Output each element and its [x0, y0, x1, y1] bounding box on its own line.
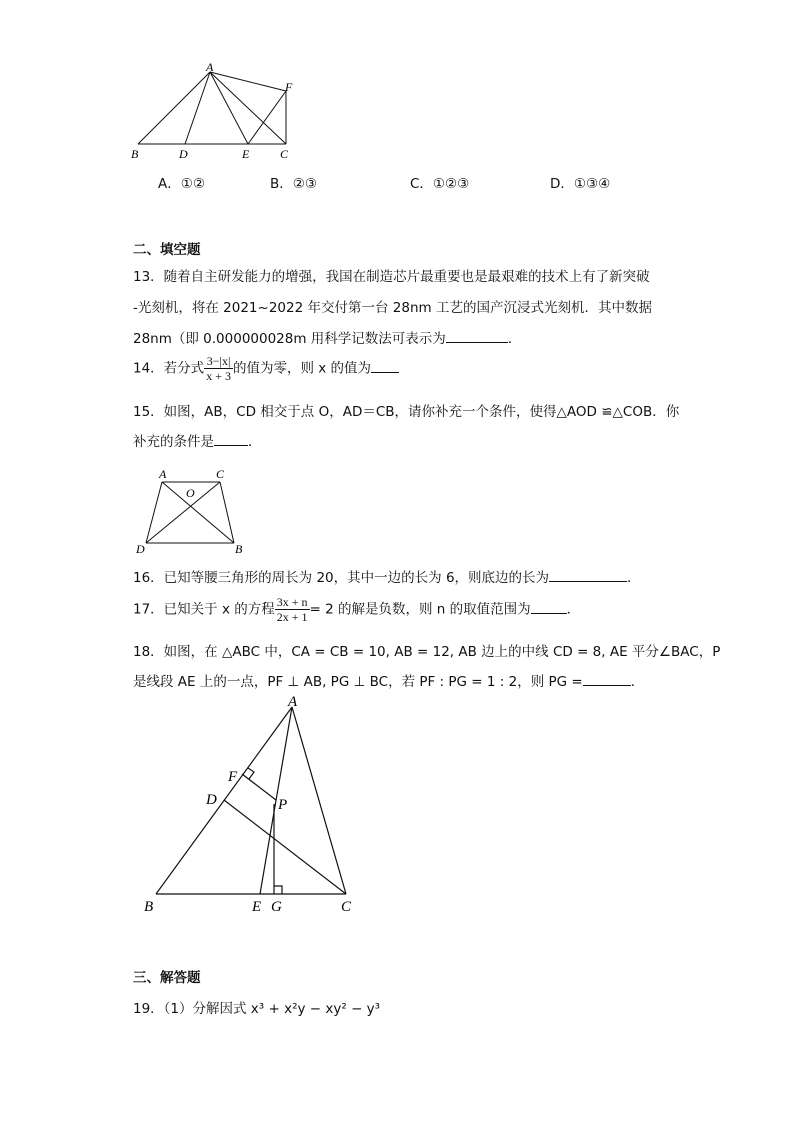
label-B: B	[144, 899, 154, 915]
figure-q15	[132, 464, 252, 556]
answer-blank[interactable]	[214, 431, 248, 446]
q12-option-c: C．①②③	[410, 176, 470, 192]
label-D: D	[136, 542, 145, 556]
label-P: P	[278, 797, 288, 813]
label-C: C	[341, 899, 352, 915]
section-title-answer: 三、解答题	[133, 970, 201, 986]
q16: 16．已知等腰三角形的周长为 20，其中一边的长为 6，则底边的长为 ．	[133, 566, 641, 586]
q13-line1: 13．随着自主研发能力的增强，我国在制造芯片最重要也是最艰难的技术上有了新突破	[133, 269, 650, 285]
label-F: F	[285, 80, 293, 94]
q15-line2: 补充的条件是 ．	[133, 430, 262, 450]
label-O: O	[186, 486, 195, 500]
q17-fraction: $\frac{3x + n}{2x + 1}$	[276, 595, 308, 624]
q14-fraction: $\frac{3-|x|}{x + 3}$	[206, 354, 231, 383]
q18-line1: 18．如图，在 △ABC 中，CA = CB = 10, AB = 12, AB 边上的中线 CD = 8, AE 平分∠BAC，P	[133, 644, 721, 660]
label-G: G	[271, 899, 282, 915]
label-A: A	[159, 467, 167, 481]
q12-option-b: B．②③	[270, 176, 317, 192]
figure-q18	[138, 692, 368, 920]
answer-blank[interactable]	[549, 567, 627, 582]
q14-prefix: 14．若分式	[133, 360, 205, 377]
q13-text: 28nm（即 0.000000028m 用科学记数法可表示为	[133, 331, 446, 347]
label-B: B	[131, 147, 139, 161]
label-C: C	[216, 467, 225, 481]
label-E: E	[252, 899, 262, 915]
section-title-fill-in: 二、填空题	[133, 242, 201, 258]
answer-blank[interactable]	[371, 358, 399, 373]
q14	[133, 354, 399, 383]
q18-line2: 是线段 AE 上的一点，PF ⊥ AB, PG ⊥ BC，若 PF : PG = 1 : 2，则 PG = ．	[133, 670, 644, 690]
answer-blank[interactable]	[531, 599, 567, 614]
label-E: E	[242, 147, 250, 161]
answer-blank[interactable]	[446, 328, 508, 343]
q12-option-d: D．①③④	[550, 176, 611, 192]
label-D: D	[206, 792, 217, 808]
label-A: A	[206, 60, 214, 74]
q14-suffix: 的值为零，则 x 的值为	[232, 360, 372, 377]
q13-line3: 28nm（即 0.000000028m 用科学记数法可表示为 ．	[133, 327, 521, 347]
q15-line1: 15．如图，AB，CD 相交于点 O，AD＝CB，请你补充一个条件，使得△AOD ≌△COB．你	[133, 404, 680, 420]
q12-option-a: A．①②	[158, 176, 205, 192]
label-C: C	[280, 147, 289, 161]
label-A: A	[288, 694, 298, 710]
q19: 19．（1）分解因式 x³ + x²y − xy² − y³	[133, 1001, 381, 1017]
answer-blank[interactable]	[583, 671, 631, 686]
label-D: D	[179, 147, 188, 161]
q13-line2: -光刻机，将在 2021~2022 年交付第一台 28nm 工艺的国产沉浸式光刻机．其中数据	[133, 300, 652, 316]
label-F: F	[228, 769, 238, 785]
label-B: B	[235, 542, 243, 556]
q17: 17．已知关于 x 的方程 $\frac{3x + n}{2x + 1}$ = 2 的解是负数，则 n 的取值范围为 ．	[133, 595, 581, 624]
figure-q12	[128, 60, 308, 165]
